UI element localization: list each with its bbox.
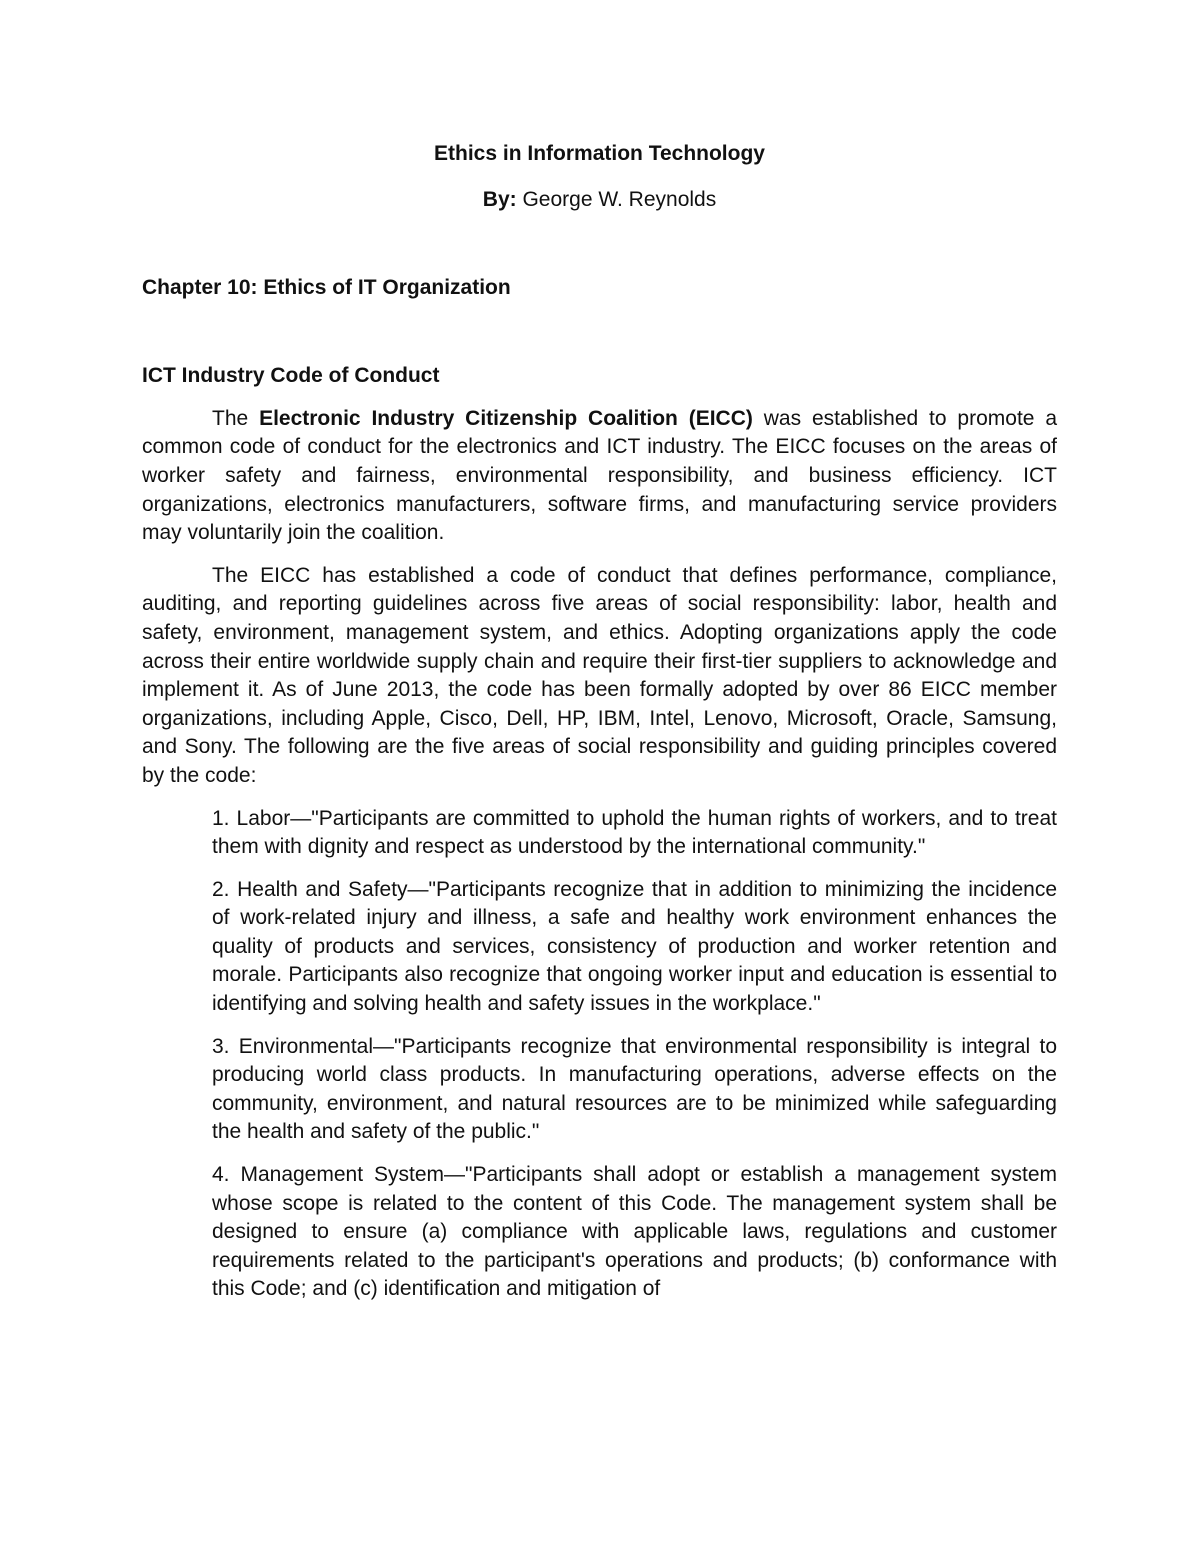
- paragraph-rest: was established to promote a common code of conduct for the electronics and ICT industry. The EICC focuses on the areas of worker safety and fairness, environmental responsibility, and business efficiency. ICT organizations, electronics manufacturers, software firms, and manufacturing service providers may voluntarily join the coalition.: [142, 406, 1057, 545]
- list-item-health-safety: 2. Health and Safety—"Participants recognize that in addition to minimizing the incidence of work-related injury and illness, a safe and healthy work environment enhances the quality of products and services, consistency of production and worker retention and morale. Participants also recognize that ongoing worker input and education is essential to identifying and solving health and safety issues in the workplace.": [212, 877, 1057, 1016]
- paragraph-lead: The: [212, 406, 260, 430]
- byline: [142, 186, 1057, 215]
- paragraph-eicc-intro: [142, 405, 1057, 548]
- list-item-labor: 1. Labor—"Participants are committed to uphold the human rights of workers, and to treat them with dignity and respect as understood by the international community.": [212, 806, 1057, 859]
- paragraph-code-of-conduct: The EICC has established a code of conduct that defines performance, compliance, auditing, and reporting guidelines across five areas of social responsibility: labor, health and safety, environment, management system, and ethics. Adopting organizations apply the code across their entire worldwide supply chain and require their first-tier suppliers to acknowledge and implement it. As of June 2013, the code has been formally adopted by over 86 EICC member organizations, including Apple, Cisco, Dell, HP, IBM, Intel, Lenovo, Microsoft, Oracle, Samsung, and Sony. The following are the five areas of social responsibility and guiding principles covered by the code:: [142, 563, 1057, 787]
- eicc-term: Electronic Industry Citizenship Coalition (EICC): [259, 406, 753, 430]
- list-item-management-system: 4. Management System—"Participants shall adopt or establish a management system whose scope is related to the content of this Code. The management system shall be designed to ensure (a) compliance with applicable laws, regulations and customer requirements related to the participant's operations and products; (b) conformance with this Code; and (c) identification and mitigation of: [212, 1163, 1057, 1301]
- document-title: Ethics in Information Technology: [434, 142, 765, 165]
- chapter-heading: Chapter 10: Ethics of IT Organization: [142, 275, 511, 299]
- list-item-environmental: 3. Environmental—"Participants recognize that environmental responsibility is integral to producing world class products. In manufacturing operations, adverse effects on the community, environment, and natural resources are to be minimized while safeguarding the health and safety of the public.": [212, 1034, 1057, 1144]
- responsibility-list: [212, 805, 1057, 1305]
- document-body: [142, 140, 1057, 1318]
- byline-author: George W. Reynolds: [516, 188, 717, 211]
- byline-label: By:: [482, 188, 517, 211]
- section-heading: ICT Industry Code of Conduct: [142, 364, 440, 388]
